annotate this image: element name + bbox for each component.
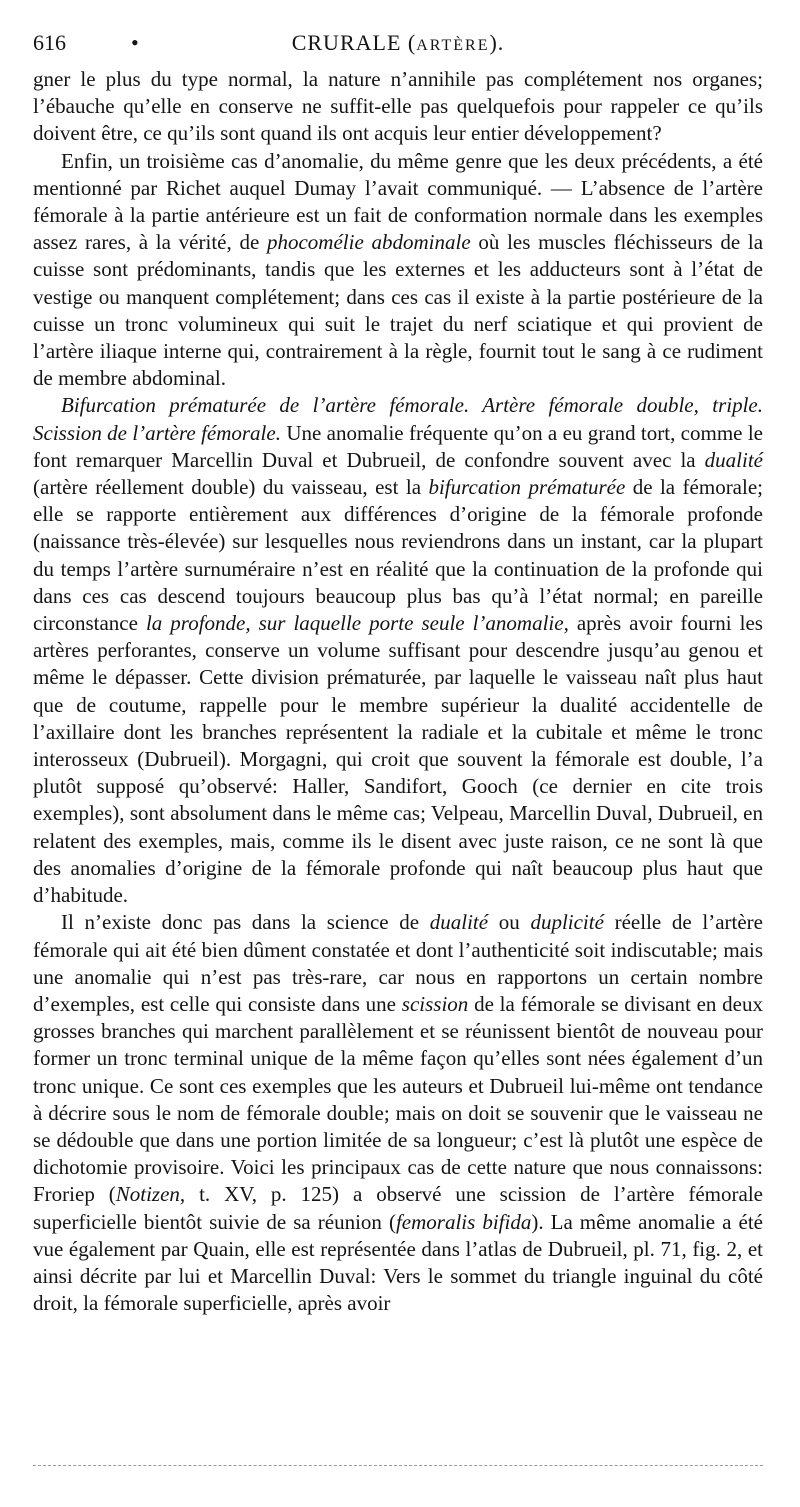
text-run: (artère réellement double) du vaisseau, est la [33, 475, 429, 500]
header-title-main: CRURALE ( [291, 30, 417, 55]
header-title-small: ARTÈRE [416, 37, 490, 54]
italic-run: dualité [704, 447, 763, 472]
italic-run: Notizen [115, 1182, 180, 1207]
paragraph [33, 392, 763, 909]
header-bullet: • [131, 30, 139, 55]
paragraph [33, 148, 763, 393]
text-run: gner le plus du type normal, la nature n’annihile pas complétement nos organes; l’ébauche qu’elle en conserve ne suffit-elle pas quelquefois pour rappeler ce qu’ils doivent être, ce qu’ils sont quand ils ont acquis leur entier développement? [33, 67, 763, 146]
italic-run: duplicité [530, 910, 604, 935]
paragraph [33, 909, 763, 1317]
text-run: de la fémorale; elle se rapporte entièrement aux différences d’origine de la fémorale profonde (naissance très-élevée) sur lesquelles nous reviendrons dans un instant, car la plupart du temps l’artère surnuméraire n’est en réalité que la continuation de la profonde qui dans ces cas descend toujours beaucoup plus bas qu’à l’état normal; en pareille circonstance [33, 475, 763, 636]
text-run: ). La même anomalie a été vue également par Quain, elle est représentée dans l’atlas de Dubrueil, pl. 71, fig. 2, et ainsi décrite par lui et Marcellin Duval: Vers le sommet du triangle inguinal du côté droit, la fémorale superficielle, après avoir [33, 1209, 763, 1316]
body-text [33, 66, 763, 1317]
paragraph [33, 66, 763, 148]
page-number: 616 [33, 30, 66, 55]
text-run: Une anomalie fréquente qu’on a eu grand tort, comme le font remarquer Marcellin Duval et Dubrueil, de confondre souvent avec la [33, 420, 763, 472]
italic-run: la profonde, sur laquelle porte seule l’anomalie, [145, 611, 569, 636]
running-header [33, 30, 763, 60]
italic-run: phocomélie abdominale [266, 230, 471, 255]
text-run: où les muscles fléchisseurs de la cuisse sont prédominants, tandis que les externes et les adducteurs sont à l’état de vestige ou manquent complétement; dans ces cas il existe à la partie postérieure de la cuisse un tronc volumineux qui suit le trajet du nerf sciatique et qui provient de l’artère iliaque interne qui, contrairement à la règle, fournit tout le sang à ce rudiment de membre abdominal. [33, 230, 764, 391]
text-run: , t. XV, p. 125) a observé une scission de l’artère fémorale superficielle bientôt suivie de sa réunion ( [33, 1182, 763, 1234]
italic-run: Bifurcation prématurée de l’artère fémorale. Artère fémorale double, triple. Scission de l’artère fémorale. [33, 393, 763, 445]
text-run: Enfin, un troisième cas d’anomalie, du même genre que les deux précédents, a été mentionné par Richet auquel Dumay l’avait communiqué. — L’absence de l’artère fémorale à la partie antérieure est un fait de conformation normale dans les exemples assez rares, à la vérité, de [33, 148, 763, 255]
text-run: Il n’existe donc pas dans la science de [61, 910, 430, 935]
text-run: ou [488, 910, 531, 935]
italic-run: dualité [429, 910, 489, 935]
text-run: réelle de l’artère fémorale qui ait été bien dûment constatée et dont l’authenticité soit indiscutable; mais une anomalie qui n’est pas très-rare, car nous en rapportons un certain nombre d’exemples, est celle qui consiste dans une [33, 910, 763, 1016]
text-run: de la fémorale se divisant en deux grosses branches qui marchent parallèlement et se réunissent bientôt de nouveau pour former un tronc terminal unique de la même façon qu’elles sont nées également d’un tronc unique. Ce sont ces exemples que les auteurs et Dubrueil lui-même ont tendance à décrire sous le nom de fémorale double; mais on doit se souvenir que le vaisseau ne se dédouble que dans une portion limitée de sa longueur; c’est là plutôt une espèce de dichotomie provisoire. Voici les principaux cas de cette nature que nous connaissons: Froriep ( [33, 991, 763, 1207]
header-title-close: ). [489, 30, 505, 55]
italic-run: femoralis bifida [395, 1209, 532, 1234]
footer-rule [33, 1465, 763, 1467]
italic-run: bifurcation prématurée [428, 475, 626, 500]
italic-run: scission [401, 991, 469, 1016]
header-title [33, 30, 763, 56]
text-run: après avoir fourni les artères perforantes, conserve un volume suffisant pour descendre jusqu’au genou et même le dépasser. Cette division prématurée, par laquelle le vaisseau naît plus haut que de coutume, rappelle pour le membre supérieur la dualité accidentelle de l’axillaire dont les branches représentent la radiale et la cubitale et même le tronc interosseux (Dubrueil). Morgagni, qui croit que souvent la fémorale est double, l’a plutôt supposé qu’observé: Haller, Sandifort, Gooch (ce dernier en cite trois exemples), sont absolument dans le même cas; Velpeau, Marcellin Duval, Dubrueil, en relatent des exemples, mais, comme ils le disent avec juste raison, ce ne sont là que des anomalies d’origine de la fémorale profonde qui naît beaucoup plus haut que d’habitude. [33, 611, 763, 908]
